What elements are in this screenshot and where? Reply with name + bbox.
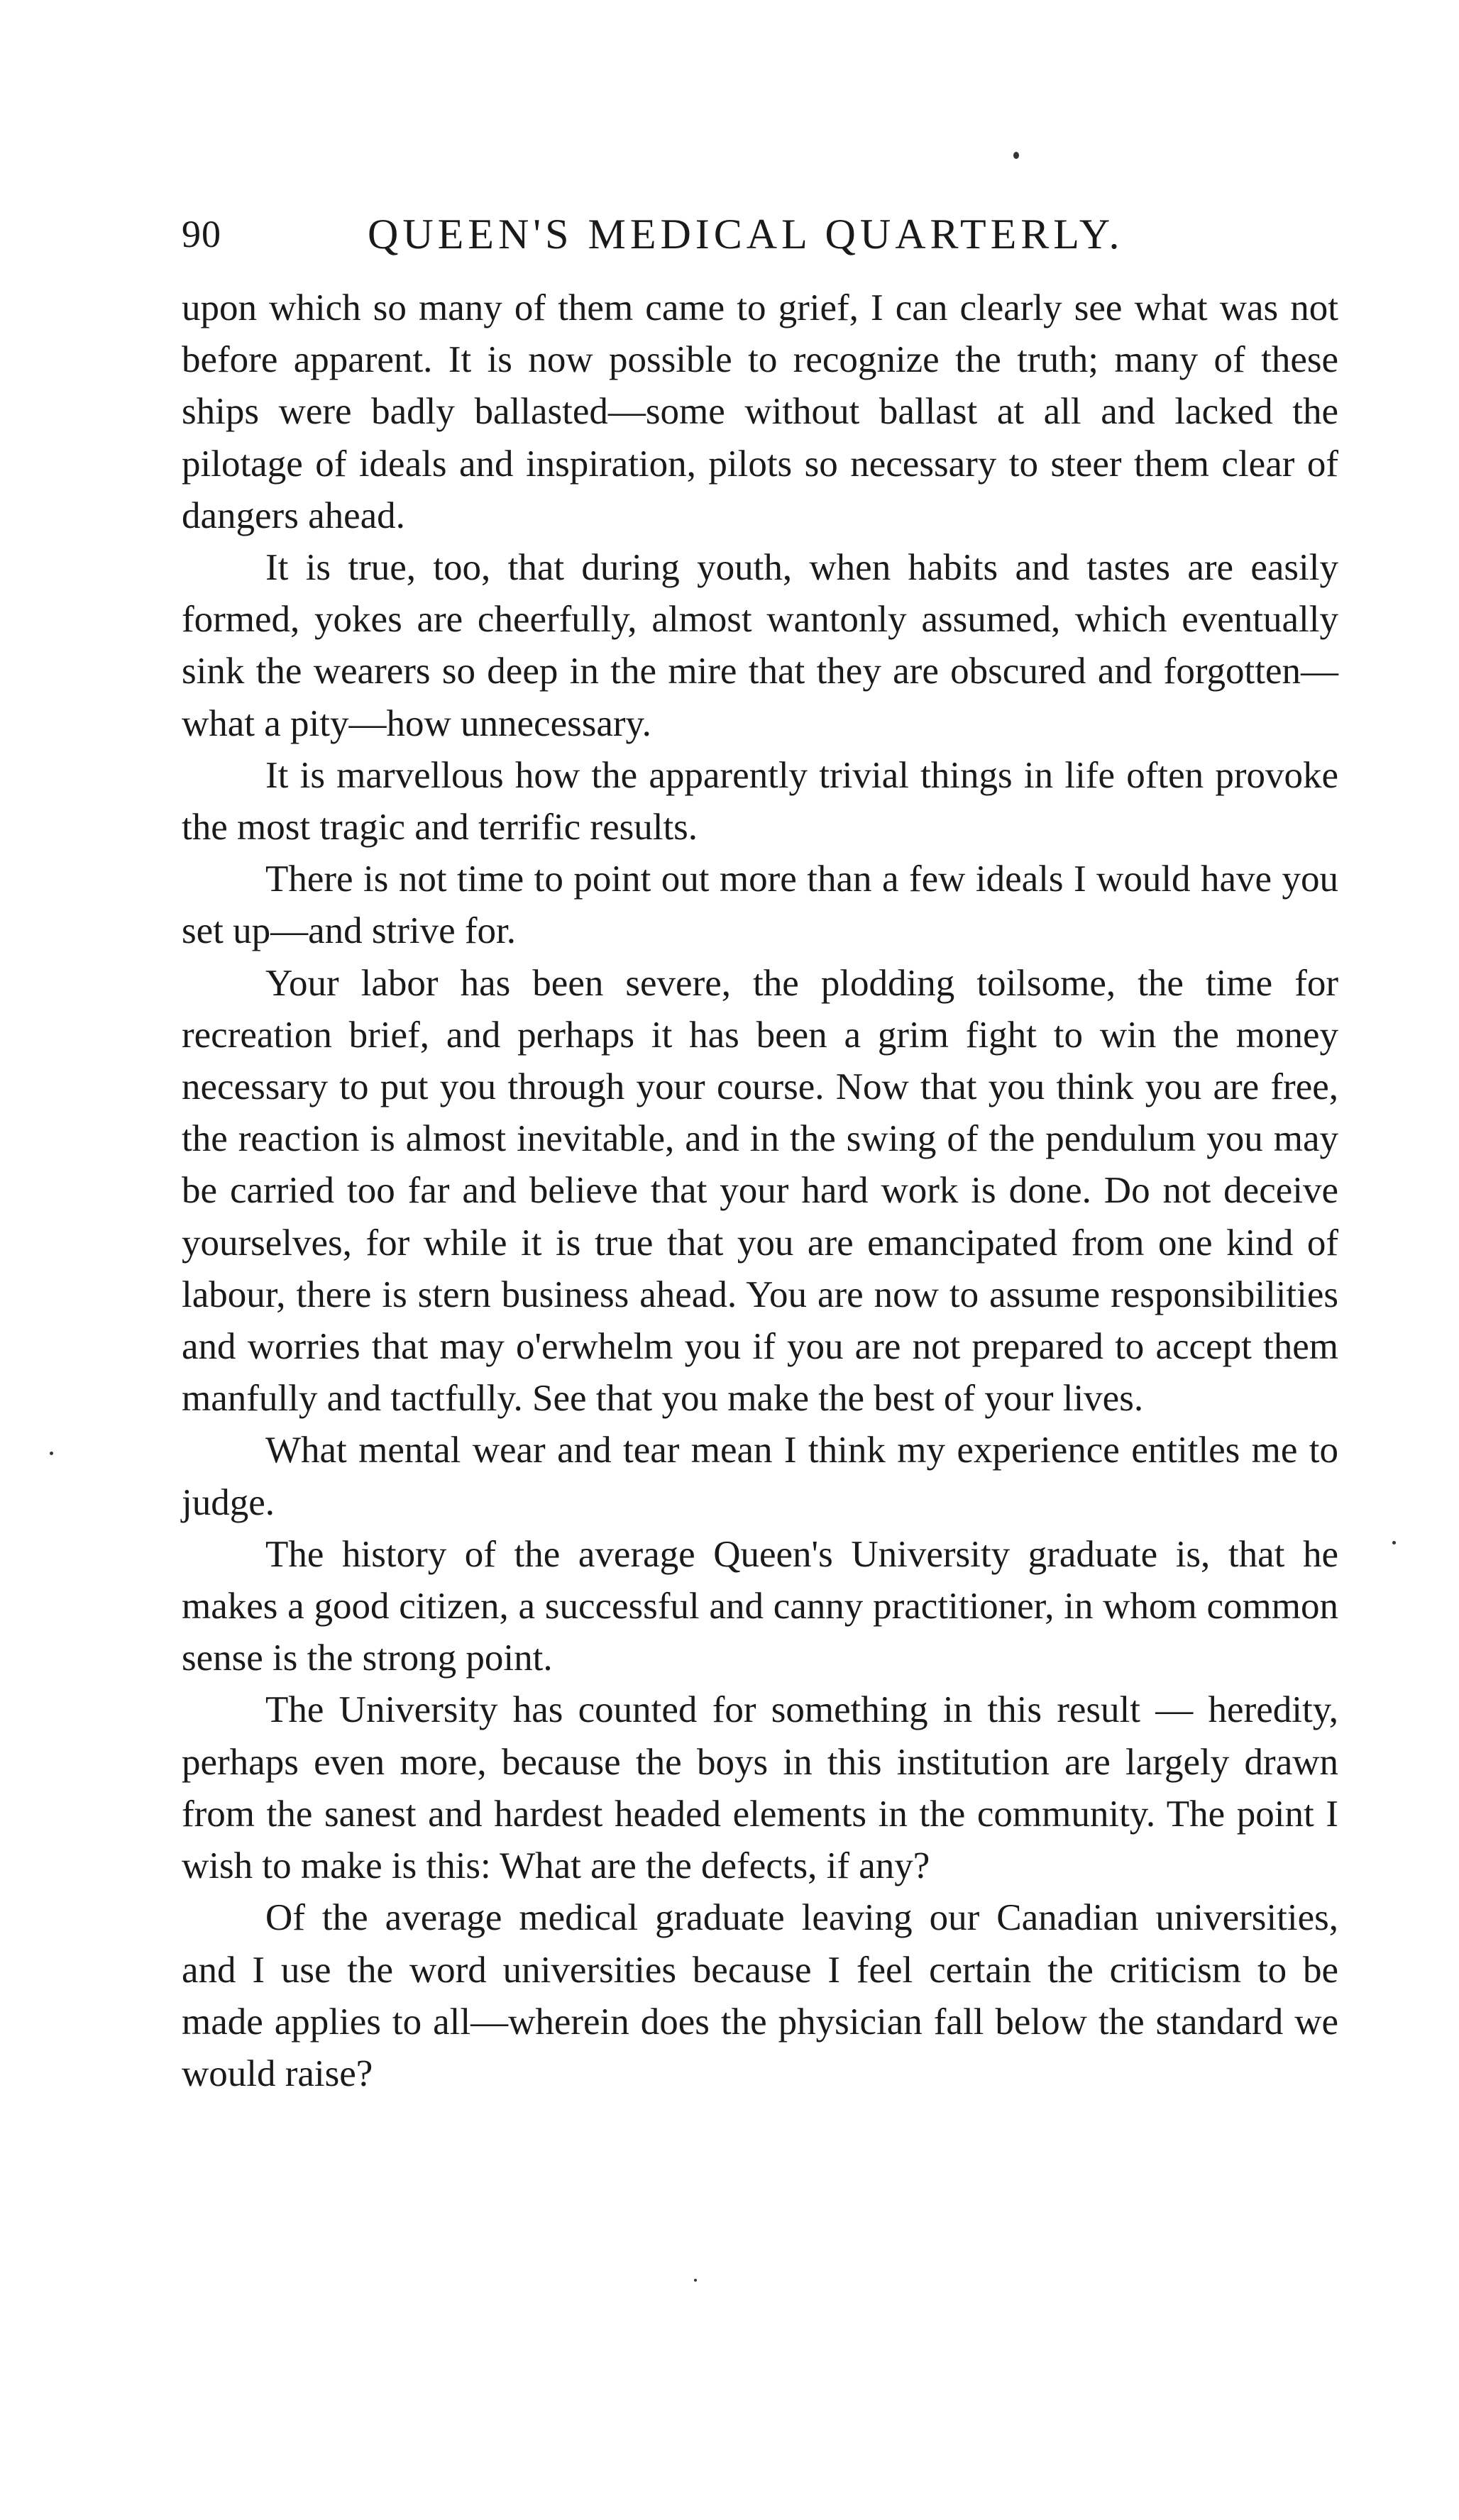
paragraph: It is marvellous how the apparently trivial things in life often provoke the most tragic and terrific results.	[182, 754, 1338, 849]
body-text	[182, 282, 1338, 2100]
ink-speck	[1392, 1541, 1396, 1544]
ink-speck	[1013, 152, 1019, 159]
paragraph: upon which so many of them came to grief, I can clearly see what was not before apparent. It is now possible to recognize the truth; many of these ships were badly ballasted—some without ballast at all and lacked the pilotage of ideals and inspiration, pilots so necessary to steer them clear of dangers ahead.	[182, 287, 1338, 536]
ink-speck	[50, 1452, 53, 1455]
page-number: 90	[182, 213, 221, 255]
paragraph: What mental wear and tear mean I think my experience entitles me to judge.	[182, 1430, 1338, 1523]
page-header	[182, 206, 1296, 262]
ink-speck	[694, 2279, 697, 2282]
paragraph: It is true, too, that during youth, when habits and tastes are easily formed, yokes are cheerfully, almost wantonly assumed, which eventually sink the wearers so deep in the mire that they are obscured and forgotten—what a pity—how unnecessary.	[182, 547, 1338, 744]
paragraph: Of the average medical graduate leaving our Canadian universities, and I use the word universities because I feel certain the criticism to be made applies to all—wherein does the physician fall below the standard we would raise?	[182, 1897, 1338, 2094]
paragraph: Your labor has been severe, the plodding toilsome, the time for recreation brief, and perhaps it has been a grim fight to win the money necessary to put you through your course. Now that you think you are free, the reaction is almost inevitable, and in the swing of the pendulum you may be carried too far and believe that your hard work is done. Do not deceive yourselves, for while it is true that you are emancipated from one kind of labour, there is stern business ahead. You are now to assume responsibilities and worries that may o'erwhelm you if you are not prepared to accept them manfully and tactfully. See that you make the best of your lives.	[182, 962, 1338, 1420]
paragraph: There is not time to point out more than a few ideals I would have you set up—and strive for.	[182, 858, 1338, 952]
running-title: QUEEN'S MEDICAL QUARTERLY.	[368, 211, 1124, 258]
paragraph: The University has counted for something in this result — heredity, perhaps even more, because the boys in this institution are largely drawn from the sanest and hardest headed elements in the community. The point I wish to make is this: What are the defects, if any?	[182, 1689, 1338, 1887]
paragraph: The history of the average Queen's University graduate is, that he makes a good citizen, a successful and canny practitioner, in whom common sense is the strong point.	[182, 1533, 1338, 1679]
